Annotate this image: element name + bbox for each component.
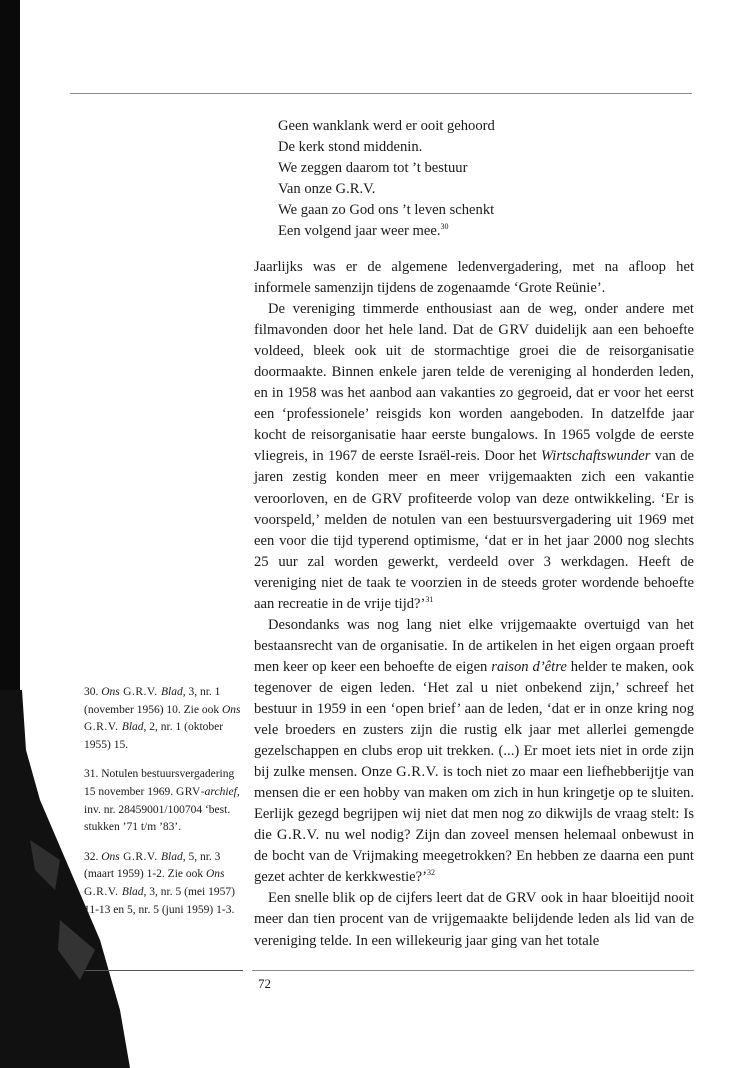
poem-line: Van onze G.R.V.: [278, 181, 376, 197]
footnote-ref-32[interactable]: 32: [427, 868, 435, 878]
poem-line: Een volgend jaar weer mee.$^{30}$: [278, 222, 449, 239]
footnote-32: 32. Ons G.R.V. Blad, 5, nr. 3 (maart 1959) 1-2. Zie ook Ons G.R.V. Blad, 3, nr. 5 (mei 1957) 11-13 en 5, nr. 5 (juni 1959) 1-3.: [84, 850, 235, 916]
paragraph-2: De vereniging timmerde enthousiast aan de weg, onder andere met filmavonden door het hele land. Dat de GRV duidelijk aan een behoefte voldeed, bleek ook uit de stormachtige groei die de reisorganisatie doormaakte. Binnen enkele jaren telde de vereniging al honderden leden, en in 1958 was het aanbod aan vakanties zo gegroeid, dat er voor het eerst een ‘professionele’ reisgids kon worden aangeboden. In datzelfde jaar kocht de reisorganisatie haar eerste bungalows. In 1965 volgde de eerste vliegreis, in 1967 de eerste Israël-reis. Door het Wirtschaftswunder van de jaren zestig konden meer en meer vrijgemaakten zich een vakantie veroorloven, en de GRV profiteerde volop van deze ontwikkeling. ‘Er is voorspeld,’ melden de notulen van een bestuursvergadering uit 1969 met een voor die tijd typerend optimisme, ‘dat er in het jaar 2000 nog slechts 25 uur zal worden gewerkt, verdeeld over 3 werkdagen. Heeft de vereniging niet de taak te voorzien in de steeds groter wordende behoefte aan recreatie in de vrije tijd?’$^{31}$: [254, 301, 695, 612]
footnote-ref-31[interactable]: 31: [425, 594, 434, 604]
footnote-rule: [85, 970, 243, 971]
paragraph-4: Een snelle blik op de cijfers leert dat de GRV ook in haar bloeitijd nooit meer dan tien procent van de vrijgemaakte belijdende leden als lid van de vereniging telde. In een willekeurig jaar ging van het totale: [254, 890, 694, 949]
main-text: [254, 257, 694, 952]
poem-line: We gaan zo God ons ’t leven schenkt: [278, 202, 495, 218]
paragraph-3: Desondanks was nog lang niet elke vrijgemaakte overtuigd van het bestaansrecht van de organisatie. In de artikelen in het eigen orgaan proeft men keer op keer een behoefte de eigen raison d’être helder te maken, ook tegenover de eigen leden. ‘Het zal u niet onbekend zijn,’ schreef het bestuur in 1959 in een ‘open brief’ aan de leden, ‘dat er in onze kring nog vele broeders en zusters zijn die rustig elk jaar met allerlei gemengde gezelschappen en clubs erop uit trekken. (...) Er moet iets niet in orde zijn bij zulke mensen. Onze G.R.V. is toch niet zo maar een liefhebberijtje van mensen die er een hobby van maken om zich in hun kringetje op te sluiten. Eerlijk gezegd begrijpen wij niet dat men nog zo dikwijls de vraag stelt: Is die G.R.V. nu wel nodig? Zijn dan zoveel mensen helemaal onbewust in de bocht van de Vrijmaking meegetrokken? En hebben ze daarna een punt gezet achter de kerkkwestie?’$^{32}$: [254, 616, 694, 886]
footnote-ref-30[interactable]: 30: [440, 222, 449, 232]
footnotes: [84, 684, 244, 931]
poem-stanza: [278, 116, 495, 242]
footer-rule: [252, 970, 694, 971]
header-rule: [70, 93, 692, 94]
paragraph-1: Jaarlijks was er de algemene ledenvergadering, met na afloop het informele samenzijn tijdens de zogenaamde ‘Grote Reünie’.: [254, 259, 694, 297]
scan-edge-shadow: [0, 0, 20, 700]
poem-line: We zeggen daarom tot ’t bestuur: [278, 160, 468, 176]
poem-line: Geen wanklank werd er ooit gehoord: [278, 118, 495, 134]
page-number: 72: [258, 976, 271, 991]
footnote-31: 31. Notulen bestuursvergadering 15 november 1969. GRV-archief, inv. nr. 28459001/100704 ‘best. stukken ’71 t/m ’83’.: [84, 768, 240, 834]
poem-line: De kerk stond middenin.: [278, 139, 423, 155]
footnote-30: 30. Ons G.R.V. Blad, 3, nr. 1 (november 1956) 10. Zie ook Ons G.R.V. Blad, 2, nr. 1 (oktober 1955) 15.: [84, 686, 241, 751]
